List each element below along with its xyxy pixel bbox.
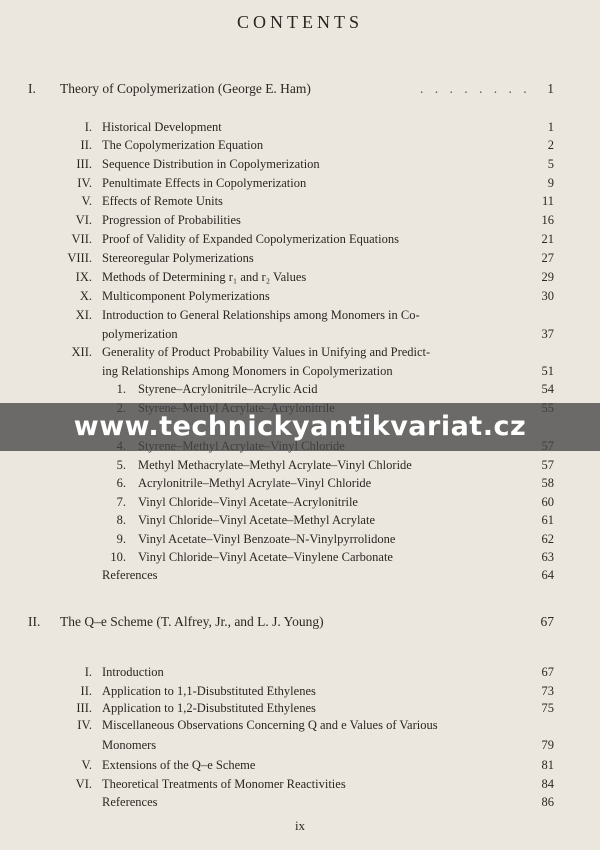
entry-page: 37 [541, 327, 554, 341]
entry-page: 51 [541, 364, 554, 378]
entry-title: Introduction [102, 665, 164, 679]
entry-number: III. [76, 701, 92, 715]
subentry-number: 9. [116, 532, 126, 546]
entry-title: Effects of Remote Units [102, 194, 223, 208]
entry-page: 30 [541, 289, 554, 303]
subentry-title: Acrylonitrile–Methyl Acrylate–Vinyl Chloride [138, 476, 372, 490]
entry-page: 75 [541, 701, 554, 715]
entry-number: I. [84, 120, 92, 134]
subentry-title: Vinyl Acetate–Vinyl Benzoate–N-Vinylpyrrolidone [138, 532, 396, 546]
entry-title: Sequence Distribution in Copolymerization [102, 157, 320, 171]
chapter-title: The Q–e Scheme (T. Alfrey, Jr., and L. J. Young) [60, 614, 324, 629]
subentry-title: Vinyl Chloride–Vinyl Acetate–Methyl Acrylate [138, 513, 375, 527]
subentry-number: 1. [116, 382, 126, 396]
chapter-page: 1 [547, 81, 554, 96]
subentry-page: 54 [541, 382, 554, 396]
subentry-title: Styrene–Acrylonitrile–Acrylic Acid [138, 382, 318, 396]
entry-title: Methods of Determining r₁ and r₂ Values [102, 270, 307, 284]
entry-number: VI. [75, 213, 92, 227]
entry-page: 67 [541, 665, 554, 679]
entry-page: 11 [541, 194, 554, 208]
entry-number: VIII. [67, 251, 92, 265]
entry-page: 84 [541, 777, 554, 791]
subentry-title: Vinyl Chloride–Vinyl Acetate–Acrylonitrile [138, 495, 358, 509]
entry-page: 2 [547, 138, 554, 152]
entry-title: Penultimate Effects in Copolymerization [102, 176, 307, 190]
entry-page: 79 [541, 738, 554, 752]
subentry-number: 8. [116, 513, 126, 527]
chapter-number: I. [28, 81, 36, 96]
entry-title: Introduction to General Relationships among Monomers in Co- [102, 308, 420, 322]
entry-title: Generality of Product Probability Values in Unifying and Predict- [102, 345, 431, 359]
references-title: References [102, 568, 158, 582]
subentry-page: 58 [541, 476, 554, 490]
page-number: ix [294, 818, 306, 833]
entry-title: Theoretical Treatments of Monomer Reactivities [102, 777, 346, 791]
entry-page: 16 [541, 213, 554, 227]
entry-page: 27 [541, 251, 554, 265]
subentry-page: 61 [541, 513, 554, 527]
entry-title: Application to 1,1-Disubstituted Ethylenes [102, 684, 316, 698]
subentry-page: 62 [541, 532, 554, 546]
watermark-banner: www.technickyantikvariat.cz [0, 403, 600, 451]
entry-number: V. [81, 194, 92, 208]
subentry-title: Methyl Methacrylate–Methyl Acrylate–Vinyl Chloride [138, 458, 412, 472]
entry-page: 21 [541, 232, 554, 246]
entry-number: IX. [75, 270, 92, 284]
entry-page: 5 [547, 157, 554, 171]
entry-number: VI. [75, 777, 92, 791]
entry-number: XI. [75, 308, 92, 322]
chapter-title: Theory of Copolymerization (George E. Ham) [60, 81, 311, 96]
subentry-number: 10. [110, 550, 126, 564]
entry-number: X. [79, 289, 92, 303]
subentry-title: Vinyl Chloride–Vinyl Acetate–Vinylene Carbonate [138, 550, 393, 564]
references-page: 64 [541, 568, 554, 582]
entry-title: Stereoregular Polymerizations [102, 251, 254, 265]
entry-number: VII. [71, 232, 92, 246]
subentry-page: 63 [541, 550, 554, 564]
subentry-page: 60 [541, 495, 554, 509]
subentry-page: 57 [541, 458, 554, 472]
entry-title-continued: ing Relationships Among Monomers in Copolymerization [102, 364, 393, 378]
entry-title: Historical Development [102, 120, 222, 134]
entry-number: II. [80, 138, 92, 152]
entry-title-continued: polymerization [102, 327, 178, 341]
subentry-number: 7. [116, 495, 126, 509]
entry-title: Miscellaneous Observations Concerning Q and e Values of Various [102, 718, 438, 732]
entry-title: Multicomponent Polymerizations [102, 289, 270, 303]
chapter-page: 67 [540, 614, 554, 629]
entry-title: Application to 1,2-Disubstituted Ethylenes [102, 701, 316, 715]
entry-page: 1 [547, 120, 554, 134]
entry-number: I. [84, 665, 92, 679]
entry-title-continued: Monomers [102, 738, 157, 752]
chapter-number: II. [28, 614, 41, 629]
page-title: CONTENTS [237, 12, 363, 32]
entry-page: 29 [541, 270, 554, 284]
entry-number: XII. [71, 345, 92, 359]
entry-number: IV. [77, 176, 92, 190]
dot-leader: . . . . . . . . [420, 81, 531, 96]
references-page: 86 [541, 795, 554, 809]
entry-number: V. [81, 758, 92, 772]
entry-page: 81 [541, 758, 554, 772]
entry-title: Extensions of the Q–e Scheme [102, 758, 256, 772]
references-title: References [102, 795, 158, 809]
entry-number: II. [80, 684, 92, 698]
entry-page: 9 [547, 176, 554, 190]
subentry-number: 5. [116, 458, 126, 472]
entry-page: 73 [541, 684, 554, 698]
entry-title: Progression of Probabilities [102, 213, 241, 227]
entry-number: IV. [77, 718, 92, 732]
entry-title: Proof of Validity of Expanded Copolymerization Equations [102, 232, 399, 246]
subentry-number: 6. [116, 476, 126, 490]
entry-number: III. [76, 157, 92, 171]
entry-title: The Copolymerization Equation [102, 138, 264, 152]
